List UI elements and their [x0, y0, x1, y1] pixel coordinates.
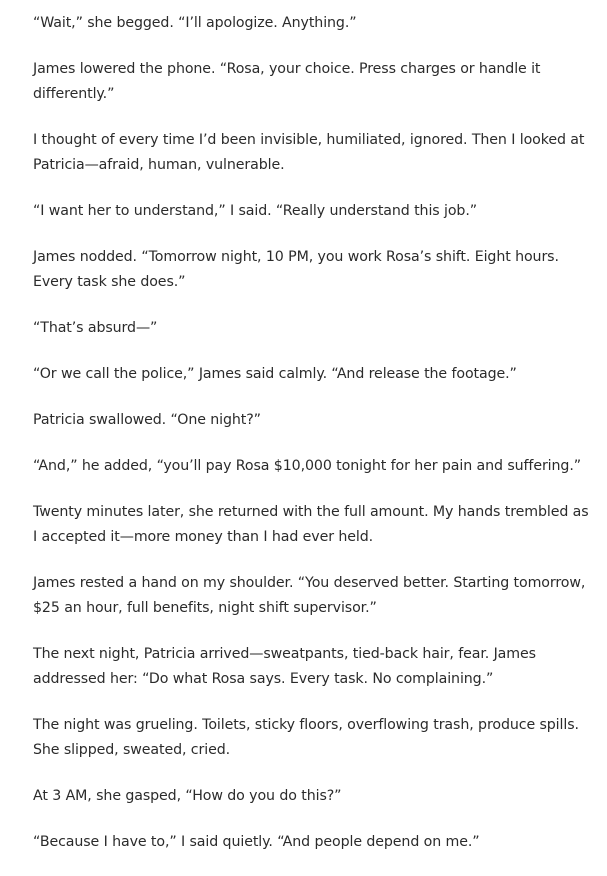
story-text	[33, 11, 593, 876]
story-paragraph: Twenty minutes later, she returned with the full amount. My hands trembled as I accepted it—more money than I had ever held.	[33, 504, 589, 545]
story-paragraph: Patricia swallowed. “One night?”	[33, 412, 261, 428]
story-paragraph: At 3 AM, she gasped, “How do you do this?”	[33, 788, 342, 804]
story-paragraph: The next night, Patricia arrived—sweatpants, tied-back hair, fear. James addressed her: “Do what Rosa says. Every task. No complaining.”	[33, 646, 536, 687]
story-paragraph: “Wait,” she begged. “I’ll apologize. Anything.”	[33, 15, 357, 31]
story-paragraph: James nodded. “Tomorrow night, 10 PM, you work Rosa’s shift. Eight hours. Every task she does.”	[33, 249, 559, 290]
story-paragraph: “Or we call the police,” James said calmly. “And release the footage.”	[33, 366, 517, 382]
story-paragraph: “Because I have to,” I said quietly. “And people depend on me.”	[33, 834, 480, 850]
story-paragraph: I thought of every time I’d been invisible, humiliated, ignored. Then I looked at Patricia—afraid, human, vulnerable.	[33, 132, 585, 173]
story-paragraph: James lowered the phone. “Rosa, your choice. Press charges or handle it differently.”	[33, 61, 541, 102]
story-paragraph: The night was grueling. Toilets, sticky floors, overflowing trash, produce spills. She slipped, sweated, cried.	[33, 717, 579, 758]
story-paragraph: “And,” he added, “you’ll pay Rosa $10,000 tonight for her pain and suffering.”	[33, 458, 581, 474]
story-paragraph: James rested a hand on my shoulder. “You deserved better. Starting tomorrow, $25 an hour, full benefits, night shift supervisor.”	[33, 575, 586, 616]
story-paragraph: “I want her to understand,” I said. “Really understand this job.”	[33, 203, 477, 219]
story-paragraph: “That’s absurd—”	[33, 320, 158, 336]
